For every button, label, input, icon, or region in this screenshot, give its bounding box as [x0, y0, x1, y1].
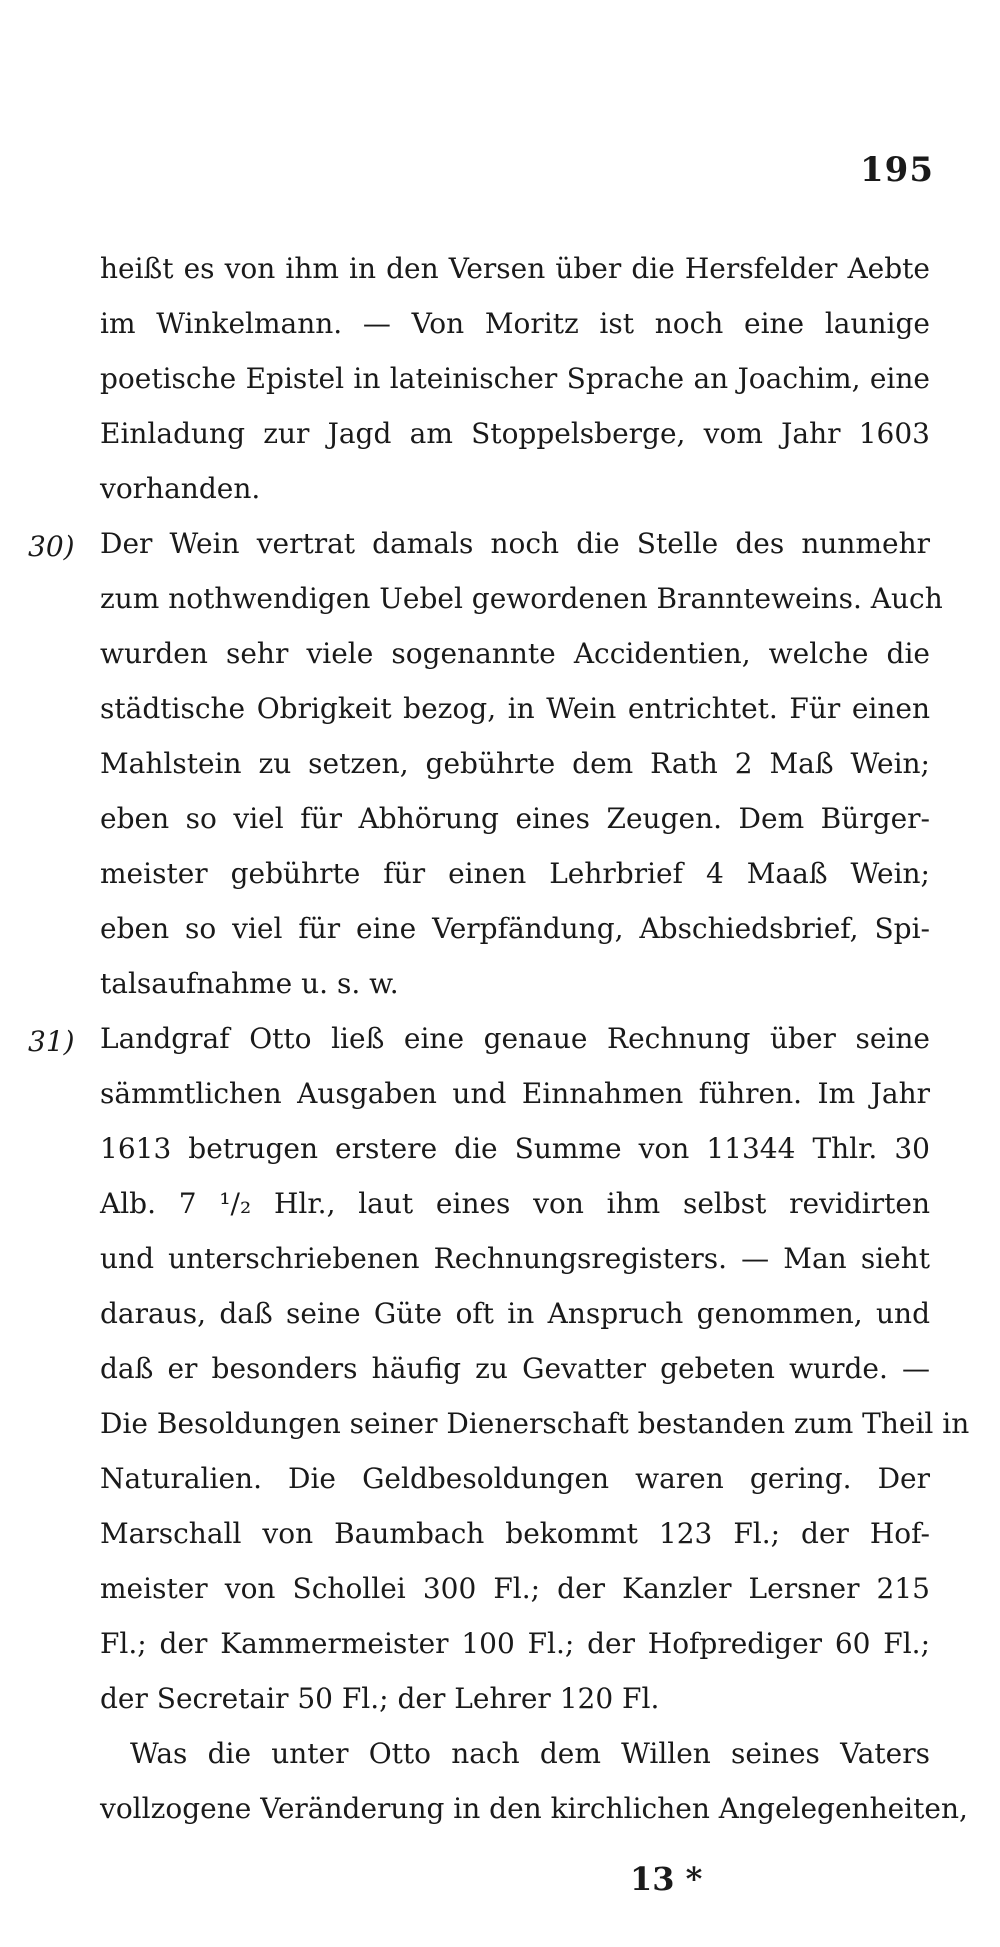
signature-mark: 13 * [630, 1860, 703, 1898]
text-line: Landgraf Otto ließ eine genaue Rechnung über seine [100, 1022, 930, 1055]
text-line: und unterschriebenen Rechnungsregisters. — Man sieht [100, 1242, 930, 1275]
text-line: meister gebührte für einen Lehrbrief 4 Maaß Wein; [100, 857, 930, 890]
text-line: vollzogene Veränderung in den kirchlichen Angelegenheiten, [100, 1792, 968, 1825]
text-line: Naturalien. Die Geldbesoldungen waren gering. Der [100, 1462, 930, 1495]
text-line: eben so viel für Abhörung eines Zeugen. Dem Bürger- [100, 802, 930, 835]
text-line: 1613 betrugen erstere die Summe von 11344 Thlr. 30 [100, 1132, 930, 1165]
text-line: städtische Obrigkeit bezog, in Wein entrichtet. Für einen [100, 692, 930, 725]
text-line: Mahlstein zu setzen, gebührte dem Rath 2 Maß Wein; [100, 747, 930, 780]
page-number: 195 [860, 150, 934, 190]
text-line: sämmtlichen Ausgaben und Einnahmen führen. Im Jahr [100, 1077, 930, 1110]
text-line: Einladung zur Jagd am Stoppelsberge, vom Jahr 1603 [100, 417, 930, 450]
text-line: Der Wein vertrat damals noch die Stelle des nunmehr [100, 527, 930, 560]
text-line: Alb. 7 ¹/₂ Hlr., laut eines von ihm selbst revidirten [100, 1187, 930, 1220]
text-line: der Secretair 50 Fl.; der Lehrer 120 Fl. [100, 1682, 660, 1715]
text-line: zum nothwendigen Uebel gewordenen Brannteweins. Auch [100, 582, 943, 615]
text-line: eben so viel für eine Verpfändung, Abschiedsbrief, Spi- [100, 912, 930, 945]
text-line: poetische Epistel in lateinischer Sprache an Joachim, eine [100, 362, 930, 395]
text-line: talsaufnahme u. s. w. [100, 967, 399, 1000]
text-line: Marschall von Baumbach bekommt 123 Fl.; der Hof- [100, 1517, 930, 1550]
text-line: wurden sehr viele sogenannte Accidentien, welche die [100, 637, 930, 670]
text-line: Fl.; der Kammermeister 100 Fl.; der Hofprediger 60 Fl.; [100, 1627, 930, 1660]
note-number: 30) [28, 530, 75, 563]
text-line: meister von Schollei 300 Fl.; der Kanzler Lersner 215 [100, 1572, 930, 1605]
text-line: daß er besonders häufig zu Gevatter gebeten wurde. — [100, 1352, 930, 1385]
text-line: im Winkelmann. — Von Moritz ist noch eine launige [100, 307, 930, 340]
text-line: Was die unter Otto nach dem Willen seines Vaters [130, 1737, 930, 1770]
text-line: vorhanden. [100, 472, 261, 505]
text-line: daraus, daß seine Güte oft in Anspruch genommen, und [100, 1297, 930, 1330]
text-line: heißt es von ihm in den Versen über die Hersfelder Aebte [100, 252, 930, 285]
text-line: Die Besoldungen seiner Dienerschaft bestanden zum Theil in [100, 1407, 970, 1440]
note-number: 31) [28, 1025, 75, 1058]
